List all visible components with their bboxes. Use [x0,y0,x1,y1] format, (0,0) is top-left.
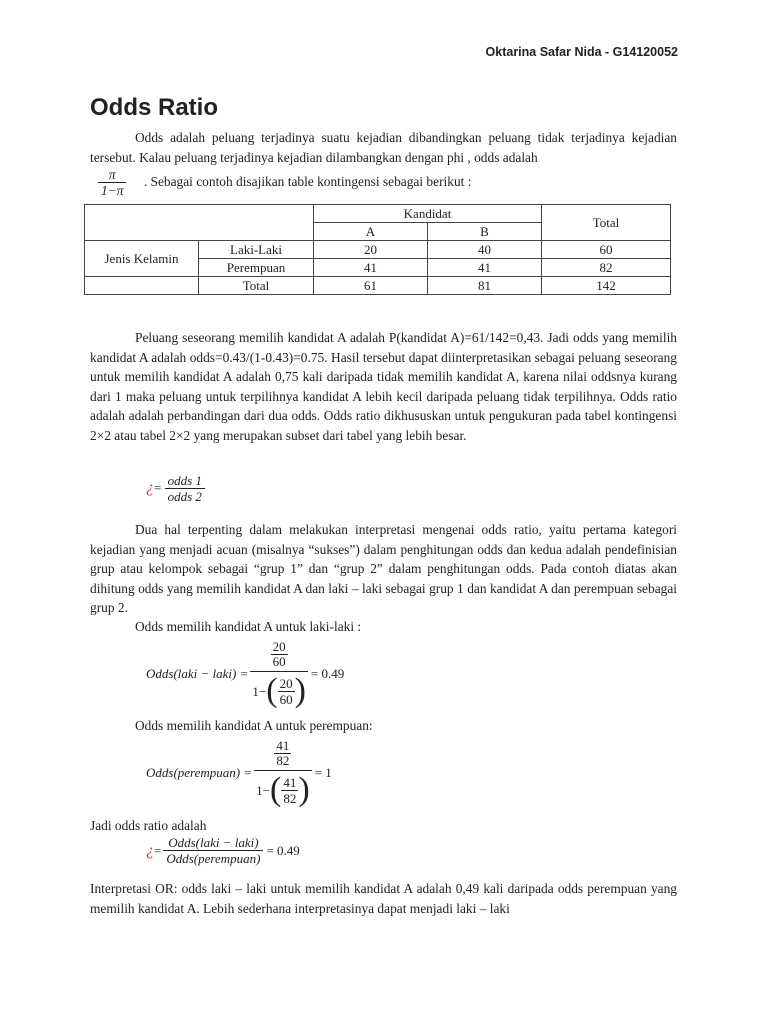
odds-perempuan-numerator [274,739,291,770]
interpretasi-paragraph: Dua hal terpenting dalam melakukan interpretasi mengenai odds ratio, yaitu pertama kategori kejadian yang menjadi acuan (misalnya “sukses”) dalam penghitungan odds dan kedua adalah pendefinisian grup atau kelompok sebagai “grup 1” dan “grup 2” dalam penghitungan odds. Pada contoh diatas akan dihitung odds yang memilih kandidat A dan laki – laki sebagai grup 1 dan kandidat A dan perempuan sebagai grup 2. [90,522,677,616]
left-paren: ( [269,771,282,808]
table-row [85,241,671,259]
odds-laki-n1: 20 [272,639,286,654]
odds-laki-inner-fraction [278,676,295,707]
odds-ratio-result: = 0.49 [266,843,300,858]
odds-ratio-numerator: Odds(laki − laki) [168,835,259,850]
table-row [85,277,671,295]
odds-perempuan-lhs: Odds(perempuan) = [146,765,253,780]
cell-a: 61 [314,277,428,295]
odds-laki-n2: 20 [279,675,293,691]
odds-laki-one-minus: 1− [252,683,267,699]
odds-perempuan-label: Odds memilih kandidat A untuk perempuan: [135,718,373,733]
odds-laki-result: = 0.49 [310,666,345,681]
intro-after-fraction: . Sebagai contoh disajikan table kontingensi sebagai berikut : [143,174,472,190]
odds-perempuan-n1: 41 [276,738,290,753]
cell-b: 81 [427,277,541,295]
row-group-label: Jenis Kelamin [85,241,199,277]
cell-a: 20 [314,241,428,259]
interpretasi-or-paragraph: Interpretasi OR: odds laki – laki untuk memilih kandidat A adalah 0,49 kali daripada odds perempuan yang memilih kandidat A. Lebih sederhana interpretasinya dapat menjadi laki – laki [90,881,677,916]
ratio-denominator: odds 2 [165,488,205,504]
kandidat-header: Kandidat [314,205,542,223]
cell-b: 41 [427,259,541,277]
odds-laki-label: Odds memilih kandidat A untuk laki-laki : [135,619,362,634]
odds-ratio-fraction [163,836,263,866]
ratio-formula-lhs: ¿ [146,478,154,496]
odds-laki-denominator [250,671,308,708]
odds-definition-numerator: π [108,167,116,182]
contingency-table [84,204,671,295]
odds-ratio-label: Jadi odds ratio adalah [90,818,207,833]
cell-b: 40 [427,241,541,259]
odds-laki-d1: 60 [272,654,286,669]
odds-perempuan-inner-fraction [281,775,298,806]
odds-perempuan-one-minus: 1− [256,782,270,798]
author-header: Oktarina Safar Nida - G14120052 [485,45,678,59]
odds-perempuan-result: = 1 [314,765,332,780]
odds-ratio-denominator: Odds(perempuan) [163,850,263,866]
odds-laki-formula [146,640,344,708]
right-paren: ) [294,672,306,709]
cell-total: 142 [541,277,670,295]
intro-text: Odds adalah peluang terjadinya suatu kejadian dibandingkan peluang tidak terjadinya kejadian tersebut. Kalau peluang terjadinya kejadian dilambangkan dengan phi , odds adalah [90,130,677,165]
cell-total: 60 [541,241,670,259]
intro-paragraph [90,128,677,167]
peluang-paragraph: Peluang seseorang memilih kandidat A adalah P(kandidat A)=61/142=0,43. Jadi odds yang memilih kandidat A adalah odds=0.43/(1-0.43)=0.75. Hasil tersebut dapat diinterpretasikan sebagai peluang seseorang untuk memilih kandidat A adalah 0,75 kali daripada tidak memilih kandidat A, karena nilai oddsnya kurang dari 1 maka peluang untuk terpilihnya kandidat A lebih kecil daripada peluang tidak terpilihnya. Odds ratio adalah adalah perbandingan dari dua odds. Odds ratio dikhususkan untuk pengukuran pada tabel kontingensi 2×2 atau tabel 2×2 yang merupakan subset dari tabel yang lebih besar. [90,330,677,443]
ratio-formula: ¿= $\frac{\text{odds 1}}{\text{odds 2}}$ [146,474,205,504]
page-title: Odds Ratio [90,94,219,121]
total-header: Total [541,205,670,241]
intro-formula-line [98,168,471,198]
odds-laki-d2: 60 [279,691,293,707]
odds-perempuan-d2: 82 [283,790,297,806]
odds-definition-fraction [98,168,126,198]
cell-a: 41 [314,259,428,277]
odds-perempuan-n2: 41 [283,774,297,790]
odds-perempuan-d1: 82 [276,753,290,768]
odds-laki-numerator [271,640,288,671]
row-label: Perempuan [199,259,314,277]
ratio-fraction [165,474,205,504]
ratio-numerator: odds 1 [167,473,202,488]
col-b-header: B [427,223,541,241]
odds-ratio-lhs: ¿ [146,842,154,859]
table-empty-corner [85,205,314,241]
table-empty-cell [85,277,199,295]
odds-ratio-formula: ¿ = $\frac{\text{Odds(laki − laki)}}{\text{Odds(perempuan)}}$ = 0.49 [146,835,300,866]
odds-perempuan-formula [146,739,332,807]
cell-total: 82 [541,259,670,277]
left-paren: ( [266,672,278,709]
row-label: Laki-Laki [199,241,314,259]
odds-laki-lhs: Odds(laki − laki) = [146,666,249,681]
table-row [85,205,671,223]
odds-definition-denominator: 1−π [98,182,126,198]
row-label: Total [199,277,314,295]
odds-perempuan-denominator [254,770,312,807]
odds-perempuan-fraction [254,739,312,807]
right-paren: ) [298,771,310,808]
odds-laki-fraction [250,640,308,708]
col-a-header: A [314,223,428,241]
